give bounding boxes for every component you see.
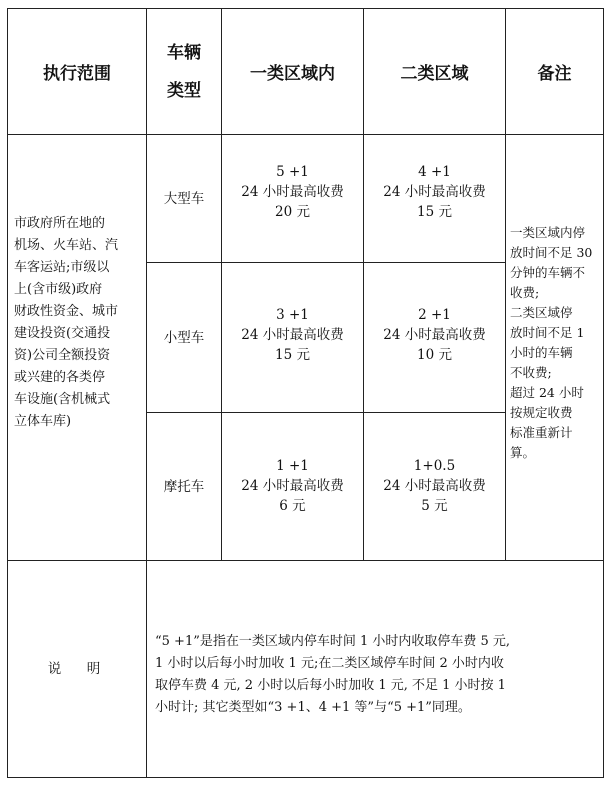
table-border-right xyxy=(603,8,604,778)
fee-motorcycle-zone-2: 1+0.5 24 小时最高收费 5 元 xyxy=(383,457,486,514)
vehicle-type-large: 大型车 xyxy=(163,190,205,207)
fee-motorcycle-zone-1: 1 +1 24 小时最高收费 6 元 xyxy=(241,457,344,514)
remarks-content: 一类区域内停 放时间不足 30 分钟的车辆不 收费; 二类区域停 放时间不足 1 小时的车辆 不收费; 超过 24 小时 按规定收费 标准重新计 算。 xyxy=(510,224,593,460)
explanation-content: “5 +1”是指在一类区域内停车时间 1 小时内收取停车费 5 元, 1 小时以后每小时加收 1 元;在二类区域停车时间 2 小时内收 取停车费 4 元, 2 小时以后每小时加收 1 元, 不足 1 小时按 1 小时计; 其它类型如“3 +1、4 +1 等”与“5 +1”同理。 xyxy=(155,634,511,715)
vehicle-type-motorcycle: 摩托车 xyxy=(163,478,205,495)
header-zone-1: 一类区域内 xyxy=(250,64,335,84)
scope-description: 市政府所在地的 机场、火车站、汽 车客运站;市级以 上(含市级)政府 财政性资金、城市 建设投资(交通投 资)公司全额投资 或兴建的各类停 车设施(含机械式 立体车库) xyxy=(14,215,119,429)
header-scope: 执行范围 xyxy=(43,64,111,84)
vehicle-type-small: 小型车 xyxy=(163,329,205,346)
fee-small-zone-1: 3 +1 24 小时最高收费 15 元 xyxy=(241,306,344,363)
header-zone-2: 二类区域 xyxy=(400,64,469,84)
fee-large-zone-2: 4 +1 24 小时最高收费 15 元 xyxy=(383,163,486,220)
fee-large-zone-1: 5 +1 24 小时最高收费 20 元 xyxy=(241,163,344,220)
explanation-label: 说 明 xyxy=(47,661,107,677)
table-border-bottom xyxy=(7,777,604,778)
header-vehicle-type: 车辆 类型 xyxy=(167,42,201,101)
fee-small-zone-2: 2 +1 24 小时最高收费 10 元 xyxy=(383,306,486,363)
header-remarks: 备注 xyxy=(537,64,572,84)
